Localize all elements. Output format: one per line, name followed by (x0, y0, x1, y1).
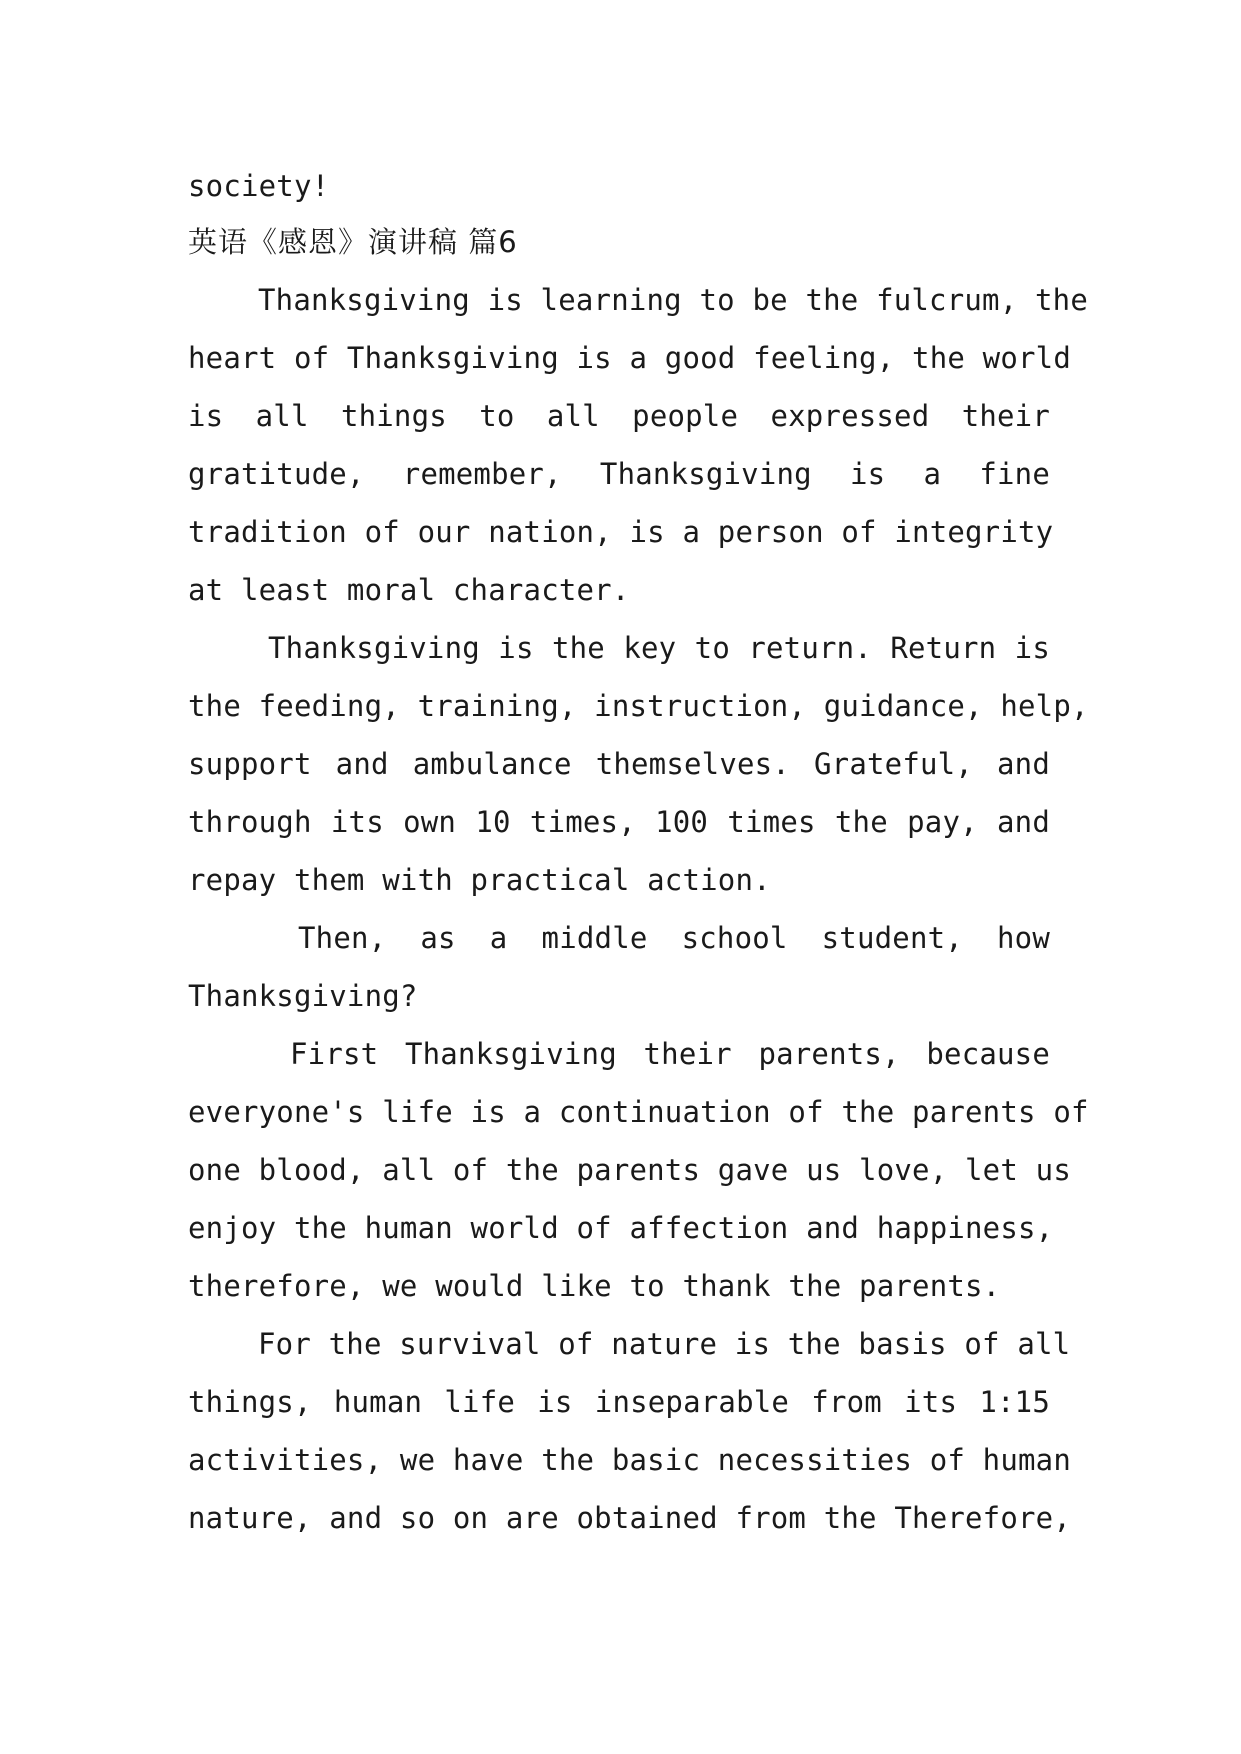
paragraph-2-line-2: the feeding, training, instruction, guidance, help, (188, 689, 1089, 723)
paragraph-4-line-5: therefore, we would like to thank the parents. (188, 1269, 1001, 1303)
paragraph-3-line-2: Thanksgiving? (188, 979, 418, 1013)
section-heading: 英语《感恩》演讲稿 篇6 (188, 225, 518, 259)
paragraph-2-line-3: support and ambulance themselves. Grateful, and (188, 747, 1050, 781)
paragraph-5-line-1: For the survival of nature is the basis of all (258, 1327, 1071, 1361)
paragraph-1-line-3: is all things to all people expressed their (188, 399, 1050, 433)
text-line-society: society! (188, 169, 330, 203)
paragraph-5-line-3: activities, we have the basic necessities of human (188, 1443, 1071, 1477)
paragraph-4-line-2: everyone's life is a continuation of the parents of (188, 1095, 1089, 1129)
paragraph-3-line-1: Then, as a middle school student, how (298, 921, 1050, 955)
paragraph-2-line-5: repay them with practical action. (188, 863, 771, 897)
paragraph-4-line-4: enjoy the human world of affection and happiness, (188, 1211, 1054, 1245)
paragraph-4-line-3: one blood, all of the parents gave us love, let us (188, 1153, 1071, 1187)
paragraph-5-line-4: nature, and so on are obtained from the Therefore, (188, 1501, 1071, 1535)
paragraph-1-line-6: at least moral character. (188, 573, 630, 607)
paragraph-1-line-1: Thanksgiving is learning to be the fulcrum, the (258, 283, 1088, 317)
paragraph-2-line-1: Thanksgiving is the key to return. Return is (268, 631, 1050, 665)
paragraph-1-line-5: tradition of our nation, is a person of integrity (188, 515, 1054, 549)
paragraph-5-line-2: things, human life is inseparable from its 1:15 (188, 1385, 1050, 1419)
paragraph-1-line-2: heart of Thanksgiving is a good feeling, the world (188, 341, 1071, 375)
paragraph-2-line-4: through its own 10 times, 100 times the pay, and (188, 805, 1050, 839)
paragraph-1-line-4: gratitude, remember, Thanksgiving is a fine (188, 457, 1050, 491)
paragraph-4-line-1: First Thanksgiving their parents, because (290, 1037, 1050, 1071)
